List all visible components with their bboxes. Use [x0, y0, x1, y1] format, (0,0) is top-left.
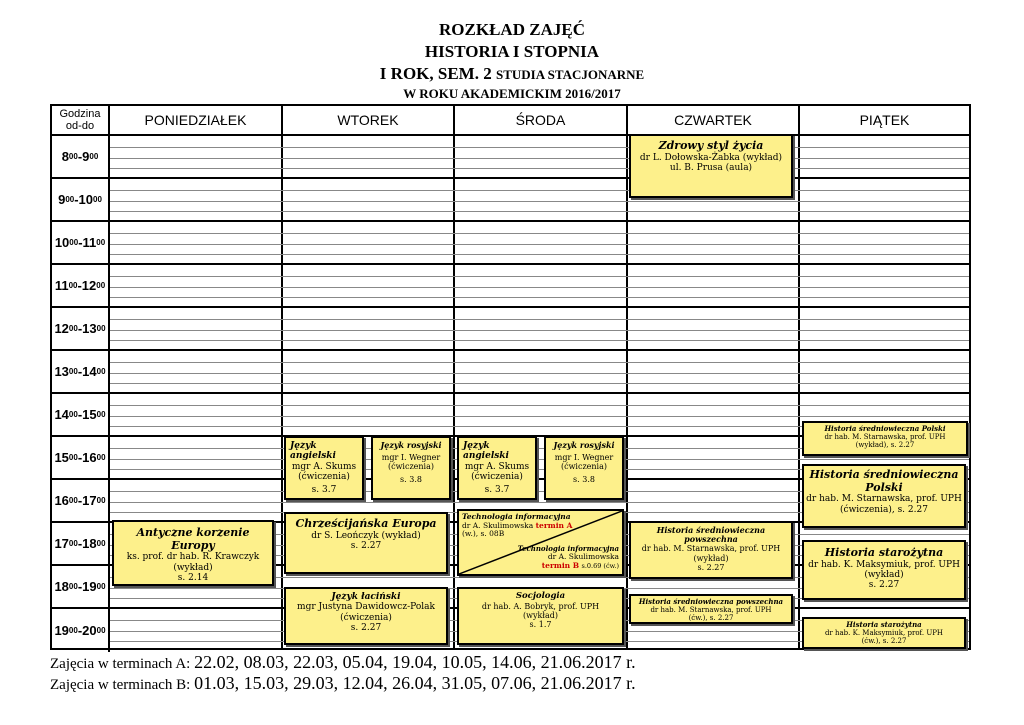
class-room: (ćw.), s. 2.27	[861, 637, 907, 646]
class-teacher: dr hab. K. Maksymiuk, prof. UPH	[824, 629, 944, 638]
class-chrzescijanska-europa[interactable]	[284, 512, 448, 574]
term-b-label: termin B	[541, 560, 580, 570]
class-room: s. 2.27	[868, 580, 900, 591]
row-line	[110, 201, 969, 202]
class-teacher: mgr I. Wegner	[554, 453, 614, 463]
hour-label: 14 00 -15 00	[52, 394, 110, 437]
year-semester-title	[0, 64, 1024, 84]
class-type: (ćwiczenia)	[298, 472, 350, 483]
class-teacher: dr hab. M. Starnawska, prof. UPH	[641, 544, 781, 554]
class-room: ul. B. Prusa (aula)	[669, 162, 753, 173]
class-teacher: dr L. Dołowska-Żabka (wykład)	[639, 152, 783, 163]
class-teacher: dr hab. M. Starnawska, prof. UPH	[650, 606, 772, 615]
class-room: s. 1.7	[529, 620, 552, 630]
class-hist-sredn-polski-lecture[interactable]	[802, 421, 968, 456]
class-title: Język rosyjski	[553, 440, 615, 450]
class-title: Chrześcijańska Europa	[295, 517, 437, 530]
class-hist-starozytna-exercises[interactable]	[802, 617, 966, 649]
study-mode: STUDIA STACJONARNE	[495, 67, 645, 82]
hour-label: 11 00 -12 00	[52, 265, 110, 308]
hour-label: 13 00 -14 00	[52, 351, 110, 394]
class-title: Historia średniowieczna powszechna	[656, 525, 766, 545]
hour-label: 17 00 -18 00	[52, 523, 110, 566]
class-teacher: dr S. Leończyk (wykład)	[311, 530, 421, 541]
row-line	[110, 158, 969, 159]
row-line	[110, 330, 969, 331]
class-socjologia[interactable]	[457, 587, 624, 645]
column-divider	[453, 106, 455, 648]
class-room: s. 3.7	[311, 485, 337, 496]
row-line	[110, 340, 969, 341]
class-title: Antyczne korzenie Europy	[136, 526, 250, 552]
class-type: (ćwiczenia)	[340, 612, 392, 623]
class-title: Język angielski	[290, 441, 336, 462]
class-title: Język rosyjski	[380, 440, 442, 450]
term-b-dates: 01.03, 15.03, 29.03, 12.04, 26.04, 31.05, 07.06, 21.06.2017 r.	[194, 673, 636, 693]
class-title: Historia starożytna	[846, 620, 922, 629]
row-line	[110, 233, 969, 234]
class-title: Historia średniowieczna Polski	[824, 424, 946, 433]
class-teacher: dr hab. K. Maksymiuk, prof. UPH	[808, 559, 960, 570]
class-room: (ćw.), s. 2.27	[688, 614, 734, 623]
hour-label: 16 00 -17 00	[52, 480, 110, 523]
class-teacher: mgr I. Wegner	[381, 453, 441, 463]
class-title: Historia starożytna	[824, 546, 944, 559]
column-divider	[626, 106, 628, 648]
hour-label: 8 00 -9 00	[52, 136, 110, 179]
class-teacher: mgr A. Skums	[291, 461, 357, 472]
schedule-title: ROZKŁAD ZAJĘĆ	[439, 20, 585, 39]
class-jezyk-angielski-wed[interactable]	[457, 436, 537, 500]
term-a-label: termin A	[535, 520, 573, 530]
row-line	[110, 405, 969, 406]
hour-label: 12 00 -13 00	[52, 308, 110, 351]
footer-term-b	[50, 673, 636, 694]
hour-label: 19 00 -20 00	[52, 609, 110, 652]
class-hist-sredn-powszechna-exercises[interactable]	[629, 594, 793, 624]
class-room: (w.), s. 08B	[462, 529, 505, 539]
academic-year-title: W ROKU AKADEMICKIM 2016/2017	[403, 86, 621, 101]
class-type: (ćwiczenia)	[560, 462, 608, 472]
footer-term-a	[50, 652, 636, 673]
class-antyczne-korzenie-europy[interactable]	[112, 520, 274, 586]
row-line	[110, 349, 969, 351]
hour-label: 9 00 -10 00	[52, 179, 110, 222]
term-a-prefix: Zajęcia w terminach A:	[50, 656, 191, 672]
class-jezyk-rosyjski-wed[interactable]	[544, 436, 624, 500]
term-a-dates: 22.02, 08.03, 22.03, 05.04, 19.04, 10.05, 14.06, 21.06.2017 r.	[194, 652, 636, 672]
hour-label: 15 00 -16 00	[52, 437, 110, 480]
class-hist-sredn-powszechna-lecture[interactable]	[629, 521, 793, 579]
class-teacher: dr hab. M. Starnawska, prof. UPH	[806, 494, 962, 505]
day-header-tuesday: WTOREK	[283, 106, 455, 136]
class-teacher: dr hab. M. Starnawska, prof. UPH	[824, 433, 946, 442]
class-room: (ćwiczenia), s. 2.27	[840, 504, 928, 515]
row-line	[110, 190, 969, 191]
column-divider	[281, 106, 283, 648]
class-title: Historia średniowieczna powszechna	[638, 597, 784, 606]
column-divider	[798, 106, 800, 648]
row-line	[110, 220, 969, 222]
class-teacher: ks. prof. dr hab. R. Krawczyk	[126, 552, 260, 563]
class-title: Historia średniowieczna Polski	[809, 468, 959, 494]
class-technologia-informacyjna[interactable]	[457, 509, 624, 576]
term-a-block	[462, 513, 572, 539]
class-type: (wykład)	[523, 610, 558, 620]
class-room: (wykład), s. 2.27	[855, 441, 915, 450]
row-line	[110, 383, 969, 384]
class-teacher: mgr A. Skums	[464, 461, 530, 472]
program-title: HISTORIA I STOPNIA	[424, 42, 600, 61]
class-jezyk-angielski-tue[interactable]	[284, 436, 364, 500]
hour-header-label: Godzina	[59, 108, 101, 120]
day-header-wednesday: ŚRODA	[455, 106, 628, 136]
hour-label: 10 00 -11 00	[52, 222, 110, 265]
class-title: Język łaciński	[331, 592, 401, 602]
row-line	[110, 416, 969, 417]
class-room: s. 3.8	[400, 474, 422, 484]
row-line	[110, 244, 969, 245]
row-line	[110, 147, 969, 148]
year-semester: I ROK, SEM. 2	[379, 64, 492, 83]
row-line	[110, 459, 969, 460]
day-header-monday: PONIEDZIAŁEK	[110, 106, 283, 136]
class-jezyk-rosyjski-tue[interactable]	[371, 436, 451, 500]
class-room: s. 3.7	[484, 485, 510, 496]
row-line	[110, 211, 969, 212]
class-teacher: dr hab. A. Bobryk, prof. UPH	[481, 601, 600, 611]
class-room: s.0.69 (ćw.)	[581, 561, 619, 570]
class-title: Technologia informacyjna	[462, 512, 571, 521]
class-type: (wykład)	[173, 562, 213, 573]
hour-header-range: od-do	[65, 120, 95, 132]
class-title: Socjologia	[515, 591, 566, 601]
class-hist-sredn-polski-exercises[interactable]	[802, 464, 966, 528]
class-teacher: dr A. Skulimowska	[547, 552, 619, 562]
class-title: Język angielski	[463, 441, 509, 462]
row-line	[110, 297, 969, 298]
row-line	[110, 287, 969, 288]
row-line	[110, 263, 969, 265]
day-header-friday: PIĄTEK	[800, 106, 969, 136]
class-type: (ćwiczenia)	[387, 462, 435, 472]
class-teacher: mgr Justyna Dawidowcz-Polak	[297, 602, 435, 613]
class-room: s. 2.14	[177, 572, 209, 583]
row-line	[110, 392, 969, 394]
row-line	[110, 168, 969, 169]
row-line	[110, 373, 969, 374]
day-header-thursday: CZWARTEK	[628, 106, 800, 136]
row-line	[110, 362, 969, 363]
class-type: (wykład)	[864, 569, 904, 580]
term-b-prefix: Zajęcia w terminach B:	[50, 677, 191, 693]
row-line	[110, 319, 969, 320]
class-zdrowy-styl-zycia[interactable]	[629, 134, 793, 198]
class-hist-starozytna-lecture[interactable]	[802, 540, 966, 600]
class-room: s. 3.8	[573, 474, 595, 484]
row-line	[110, 254, 969, 255]
class-jezyk-lacinski[interactable]	[284, 587, 448, 645]
class-room: s. 2.27	[350, 623, 382, 634]
row-line	[110, 177, 969, 179]
class-room: s. 2.27	[350, 540, 382, 551]
hour-label: 18 00 -19 00	[52, 566, 110, 609]
term-b-block	[518, 545, 619, 570]
class-room: s. 2.27	[697, 562, 725, 572]
class-teacher: dr A. Skulimowska	[462, 520, 534, 530]
class-type: (ćwiczenia)	[471, 472, 523, 483]
class-title: Technologia informacyjna	[517, 544, 619, 553]
class-type: (wykład)	[693, 553, 729, 563]
row-line	[110, 306, 969, 308]
class-title: Zdrowy styl życia	[658, 139, 764, 152]
hour-column-header	[52, 106, 110, 136]
row-line	[110, 276, 969, 277]
